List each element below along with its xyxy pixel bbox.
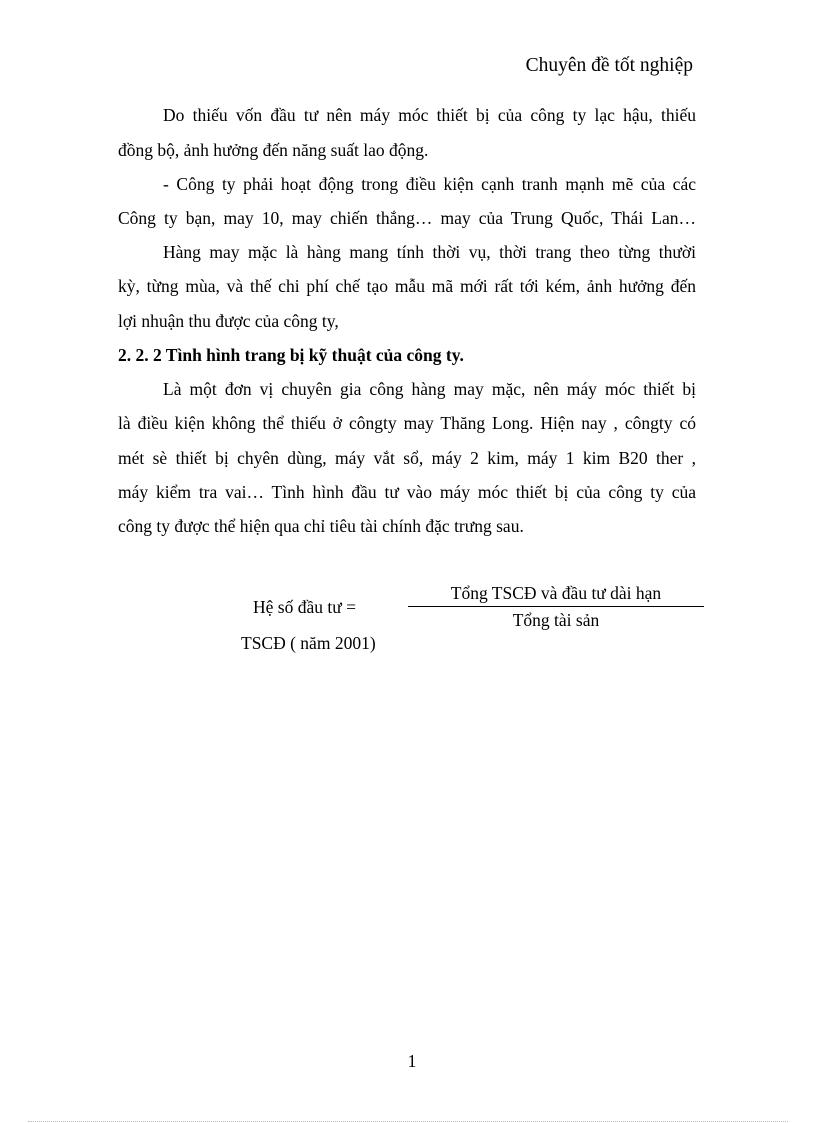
formula-lhs: Hệ số đầu tư =: [253, 597, 356, 617]
paragraph-line: kỳ, từng mùa, và thế chi phí chế tạo mẫu mã mới rất tới kém, ảnh hưởng đến: [118, 276, 696, 296]
formula-fraction: [408, 580, 704, 633]
paragraph-line: Là một đơn vị chuyên gia công hàng may mặc, nên máy móc thiết bị: [163, 379, 696, 399]
paragraph-line: Do thiếu vốn đầu tư nên máy móc thiết bị của công ty lạc hậu, thiếu: [163, 105, 696, 125]
formula-subject: TSCĐ ( năm 2001): [241, 633, 376, 653]
paragraph-line: lợi nhuận thu được của công ty,: [118, 311, 339, 331]
paragraph-line: Hàng may mặc là hàng mang tính thời vụ, thời trang theo từng thười: [163, 242, 696, 262]
paragraph-line: Công ty bạn, may 10, may chiến thắng… may của Trung Quốc, Thái Lan…: [118, 208, 696, 228]
page-bottom-divider: [28, 1121, 788, 1122]
paragraph-line: - Công ty phải hoạt động trong điều kiện cạnh tranh mạnh mẽ của các: [163, 174, 696, 194]
formula-denominator: Tổng tài sản: [512, 610, 600, 630]
paragraph-line: công ty được thể hiện qua chỉ tiêu tài chính đặc trưng sau.: [118, 516, 524, 536]
paragraph-line: đồng bộ, ảnh hưởng đến năng suất lao động.: [118, 140, 429, 160]
formula-numerator: Tổng TSCĐ và đầu tư dài hạn: [450, 583, 662, 603]
page-number: 1: [407, 1051, 417, 1071]
page-header-title: Chuyên đề tốt nghiệp: [525, 55, 693, 76]
paragraph-line: máy kiểm tra vai… Tình hình đầu tư vào máy móc thiết bị của công ty của: [118, 482, 696, 502]
section-heading: 2. 2. 2 Tình hình trang bị kỹ thuật của công ty.: [118, 345, 464, 365]
paragraph-line: là điều kiện không thể thiếu ở côngty may Thăng Long. Hiện nay , côngty có: [118, 413, 696, 433]
paragraph-line: mét sè thiết bị chyên dùng, máy vắt sổ, máy 2 kim, máy 1 kim B20 ther ,: [118, 448, 696, 468]
